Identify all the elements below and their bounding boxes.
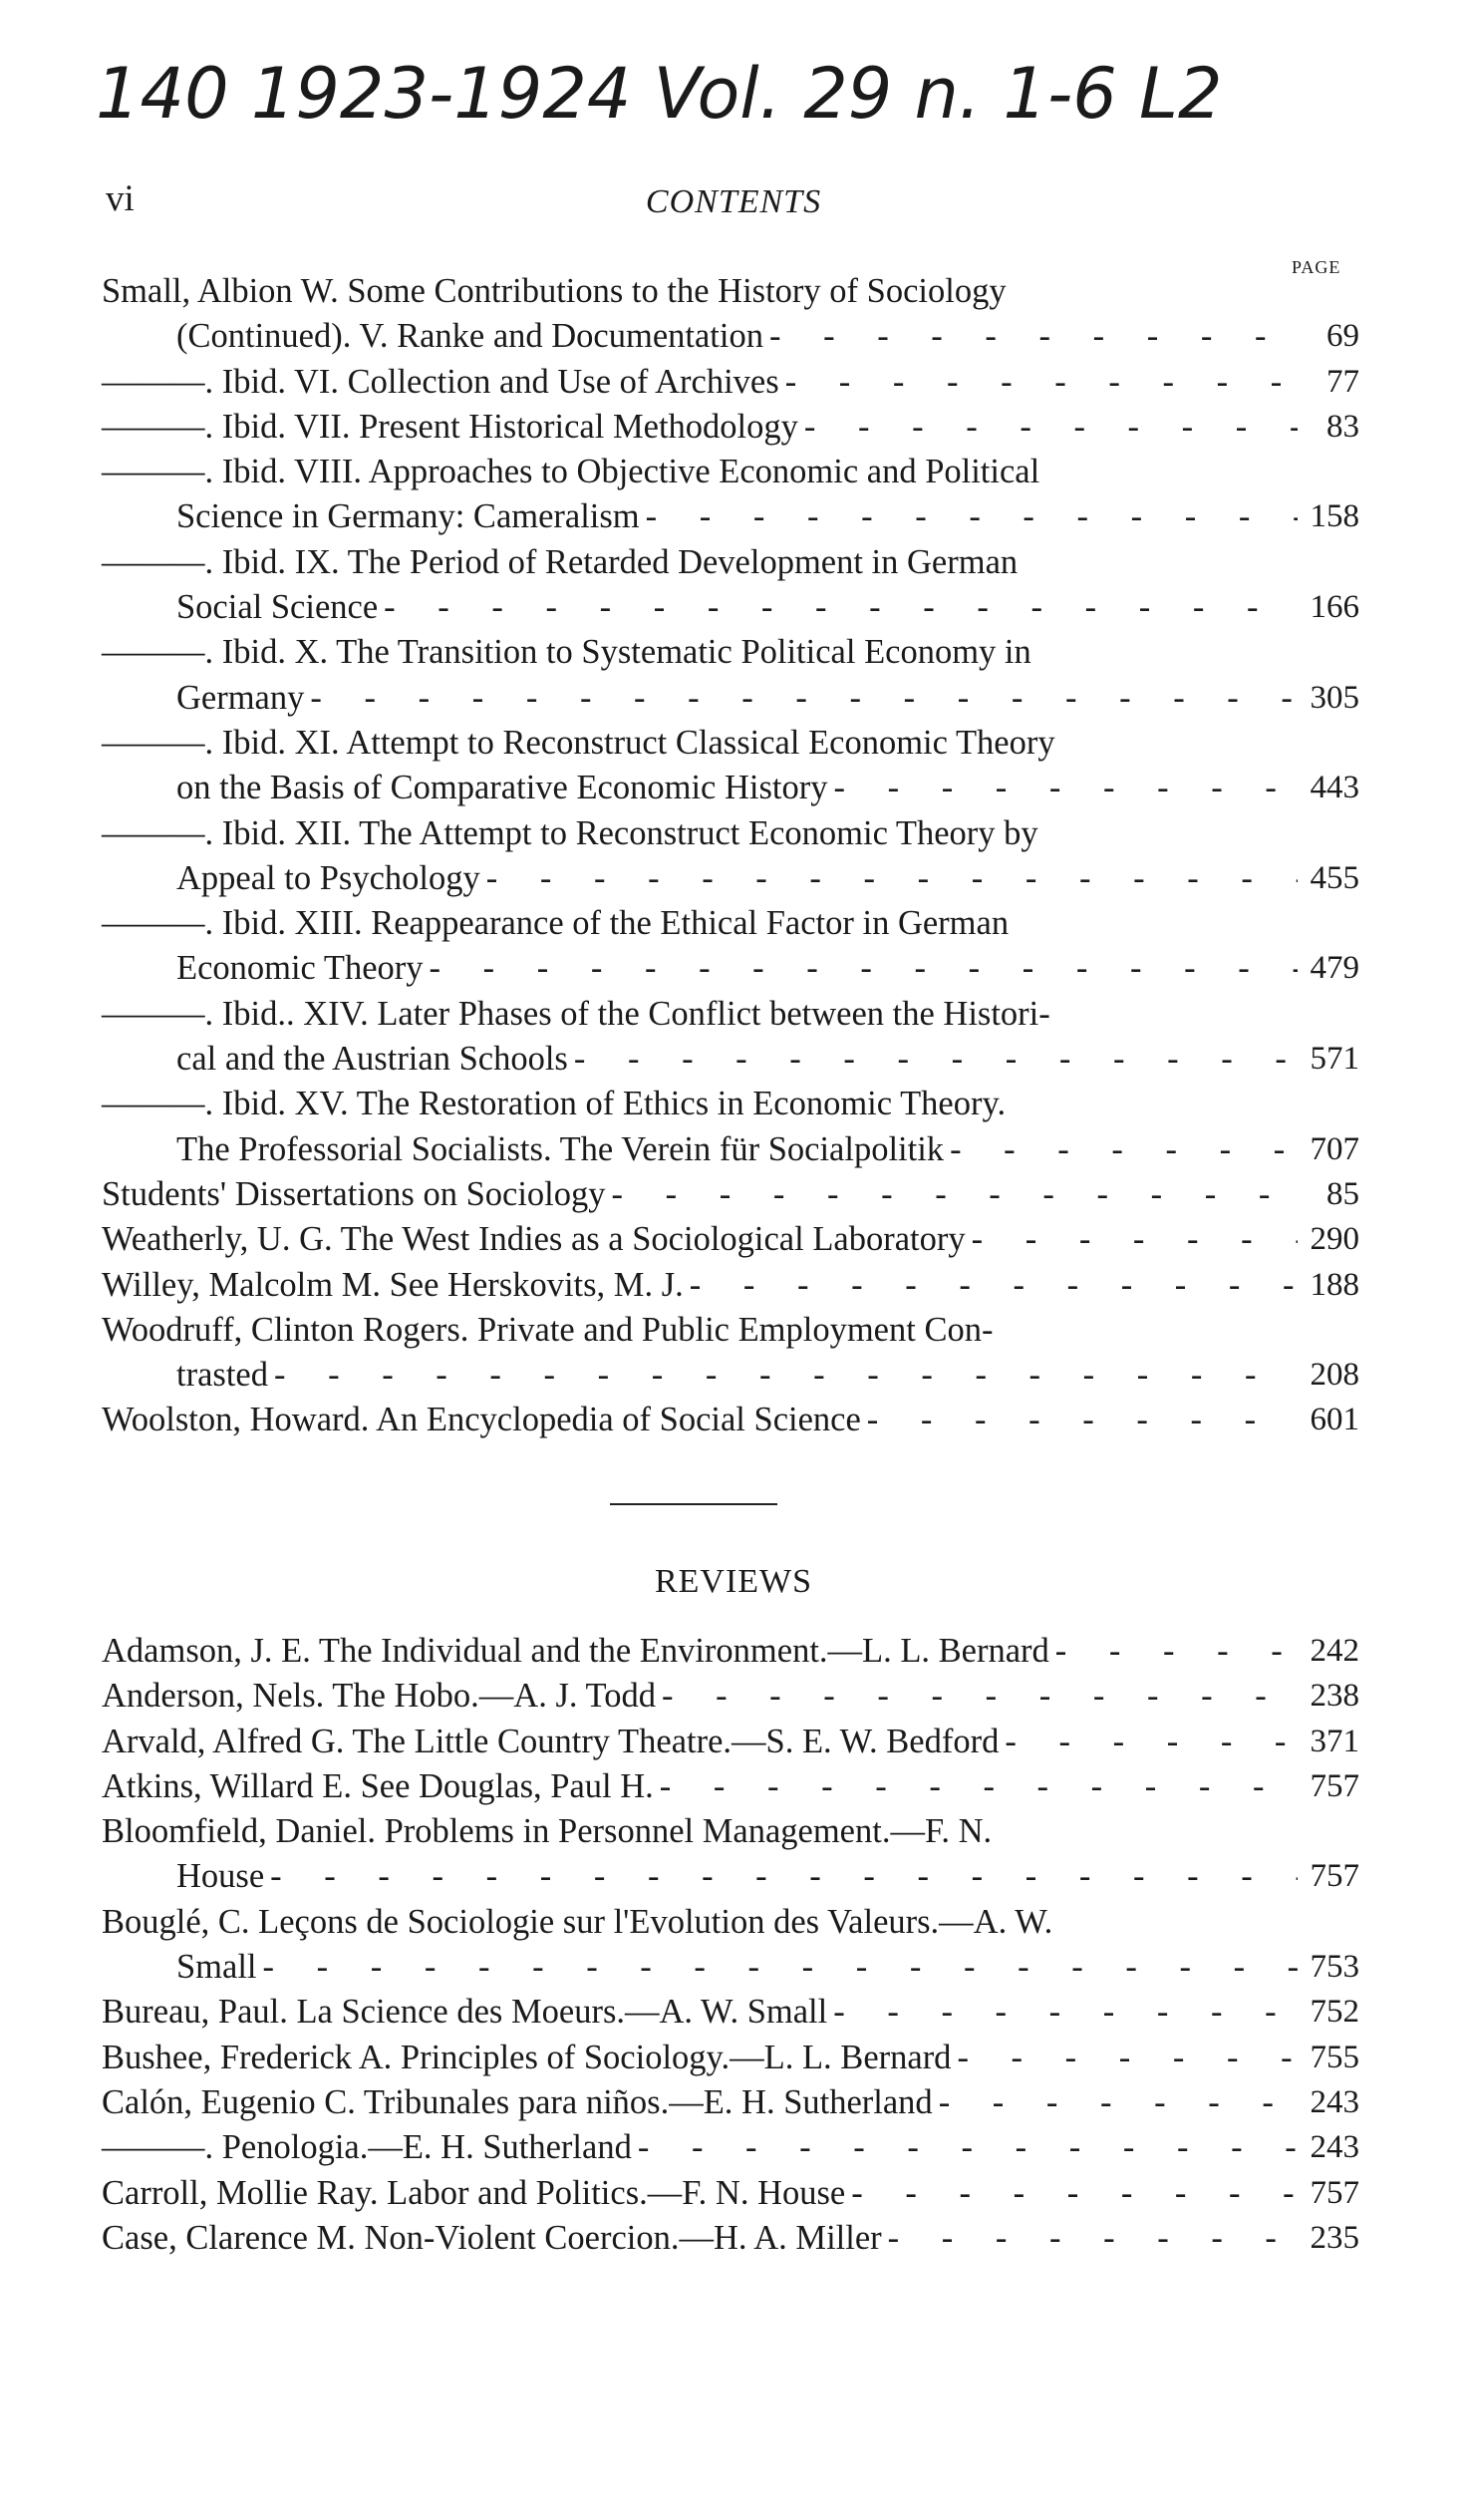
entry-line <box>102 811 1359 856</box>
entry-text: Science in Germany: Cameralism <box>176 497 640 536</box>
entry-line <box>102 856 1359 901</box>
entry-text: Bloomfield, Daniel. Problems in Personnel Management.—F. N. <box>102 1812 993 1851</box>
review-entry <box>102 2216 1359 2261</box>
entry-page-number: 208 <box>1310 1357 1359 1394</box>
entry-page-number: 601 <box>1310 1402 1359 1438</box>
entry-page-number: 188 <box>1310 1266 1359 1303</box>
running-head: CONTENTS <box>645 183 822 220</box>
dot-leader <box>957 2036 1298 2080</box>
contents-entry <box>102 405 1359 450</box>
dot-leader <box>574 1037 1298 1082</box>
entry-line <box>102 1990 1359 2035</box>
entry-text: Weatherly, U. G. The West Indies as a Sociological Laboratory <box>102 1220 966 1259</box>
dot-leader <box>888 2216 1298 2261</box>
review-entry <box>102 2125 1359 2170</box>
contents-entry <box>102 1308 1359 1399</box>
entry-page-number: 443 <box>1310 770 1359 806</box>
entry-line <box>102 405 1359 450</box>
dot-leader <box>804 405 1298 450</box>
entry-line <box>102 450 1359 494</box>
review-entry <box>102 1990 1359 2035</box>
entry-text: on the Basis of Comparative Economic History <box>176 769 828 807</box>
entry-text: cal and the Austrian Schools <box>176 1040 568 1079</box>
dot-leader <box>1055 1629 1298 1674</box>
reviews-list <box>102 1629 1359 2261</box>
entry-line <box>102 1308 1359 1353</box>
review-entry <box>102 1809 1359 1900</box>
review-entry <box>102 1629 1359 1674</box>
contents-entry <box>102 1172 1359 1217</box>
dot-leader <box>486 856 1298 901</box>
entry-line <box>102 766 1359 810</box>
contents-entry <box>102 1082 1359 1172</box>
entry-page-number: 707 <box>1310 1130 1359 1167</box>
contents-entry <box>102 1263 1359 1308</box>
entry-text: Adamson, J. E. The Individual and the Environment.—L. L. Bernard <box>102 1632 1049 1670</box>
entry-page-number: 479 <box>1310 950 1359 987</box>
entry-line <box>102 269 1359 314</box>
entry-text: The Professorial Socialists. The Verein für Socialpolitik <box>176 1129 945 1168</box>
entry-line <box>102 1217 1359 1262</box>
entry-line <box>102 1353 1359 1398</box>
entry-line <box>102 1854 1359 1899</box>
entry-text: ———. Ibid. VI. Collection and Use of Archives <box>102 362 779 401</box>
handwritten-call-number <box>96 40 1431 150</box>
entry-text: trasted <box>176 1356 268 1395</box>
dot-leader <box>638 2125 1298 2170</box>
entry-page-number: 238 <box>1310 1678 1359 1715</box>
entry-text: House <box>176 1857 265 1896</box>
dot-leader <box>833 766 1298 810</box>
dot-leader <box>310 676 1298 721</box>
contents-entry <box>102 901 1359 992</box>
entry-page-number: 235 <box>1310 2219 1359 2256</box>
dot-leader <box>833 1990 1298 2035</box>
entry-page-number: 158 <box>1310 498 1359 535</box>
contents-entry <box>102 721 1359 811</box>
entry-text: ———. Ibid. VII. Present Historical Methodology <box>102 407 798 446</box>
entry-text: Willey, Malcolm M. See Herskovits, M. J. <box>102 1265 684 1304</box>
entry-line <box>102 1720 1359 1764</box>
entry-text: Small <box>176 1948 257 1987</box>
dot-leader <box>263 1945 1298 1990</box>
contents-list <box>102 269 1359 1443</box>
entry-line <box>102 360 1359 405</box>
entry-page-number: 752 <box>1310 1994 1359 2031</box>
dot-leader <box>690 1263 1298 1308</box>
entry-page-number: 571 <box>1310 1041 1359 1078</box>
entry-line <box>102 1127 1359 1172</box>
entry-text: Arvald, Alfred G. The Little Country Theatre.—S. E. W. Bedford <box>102 1722 1000 1760</box>
entry-line <box>102 1082 1359 1126</box>
entry-line <box>102 314 1359 359</box>
entry-line <box>102 2080 1359 2125</box>
entry-text: Bushee, Frederick A. Principles of Sociology.—L. L. Bernard <box>102 2038 952 2076</box>
entry-line <box>102 2216 1359 2261</box>
dot-leader <box>270 1854 1298 1899</box>
dot-leader <box>384 585 1298 630</box>
entry-text: Social Science <box>176 588 379 627</box>
entry-text: ———. Ibid. XII. The Attempt to Reconstruct Economic Theory by <box>102 813 1038 852</box>
page-number: vi <box>106 178 135 219</box>
dot-leader <box>662 1674 1298 1719</box>
entry-page-number: 290 <box>1310 1221 1359 1258</box>
entry-text: Anderson, Nels. The Hobo.—A. J. Todd <box>102 1677 656 1716</box>
entry-page-number: 757 <box>1310 1767 1359 1804</box>
entry-page-number: 242 <box>1310 1633 1359 1669</box>
dot-leader <box>274 1353 1298 1398</box>
dot-leader <box>646 494 1298 539</box>
entry-page-number: 305 <box>1310 679 1359 716</box>
entry-text: ———. Ibid. VIII. Approaches to Objective Economic and Political <box>102 453 1040 491</box>
entry-line <box>102 2125 1359 2170</box>
contents-entry <box>102 450 1359 540</box>
dot-leader <box>769 314 1298 359</box>
section-divider <box>610 1503 777 1505</box>
entry-text: Carroll, Mollie Ray. Labor and Politics.—F. N. House <box>102 2173 846 2212</box>
entry-text: Appeal to Psychology <box>176 858 480 897</box>
entry-page-number: 753 <box>1310 1949 1359 1986</box>
entry-text: Germany <box>176 678 305 717</box>
review-entry <box>102 2171 1359 2216</box>
dot-leader <box>430 946 1299 991</box>
entry-text: ———. Ibid.. XIV. Later Phases of the Conflict between the Histori- <box>102 994 1050 1033</box>
entry-line <box>102 992 1359 1037</box>
review-entry <box>102 1764 1359 1809</box>
entry-line <box>102 1674 1359 1719</box>
dot-leader <box>785 360 1298 405</box>
entry-page-number: 371 <box>1310 1723 1359 1759</box>
entry-page-number: 755 <box>1310 2039 1359 2075</box>
page-column-header: PAGE <box>1292 257 1341 277</box>
entry-text: Bureau, Paul. La Science des Moeurs.—A. W. Small <box>102 1993 828 2032</box>
dot-leader <box>660 1764 1298 1809</box>
contents-entry <box>102 992 1359 1083</box>
review-entry <box>102 2036 1359 2080</box>
entry-line <box>102 1172 1359 1217</box>
entry-text: Atkins, Willard E. See Douglas, Paul H. <box>102 1766 654 1805</box>
entry-text: ———. Penologia.—E. H. Sutherland <box>102 2128 632 2167</box>
entry-page-number: 166 <box>1310 589 1359 626</box>
entry-line <box>102 1629 1359 1674</box>
entry-page-number: 757 <box>1310 1858 1359 1895</box>
review-entry <box>102 1900 1359 1991</box>
contents-entry <box>102 540 1359 631</box>
entry-line <box>102 585 1359 630</box>
contents-entry <box>102 269 1359 360</box>
entry-page-number: 757 <box>1310 2174 1359 2211</box>
entry-text: Woolston, Howard. An Encyclopedia of Social Science <box>102 1401 861 1439</box>
entry-line <box>102 630 1359 675</box>
entry-line <box>102 540 1359 585</box>
entry-line <box>102 901 1359 946</box>
dot-leader <box>851 2171 1298 2216</box>
review-entry <box>102 1674 1359 1719</box>
dot-leader <box>939 2080 1298 2125</box>
entry-page-number: 69 <box>1326 318 1359 355</box>
review-entry <box>102 1720 1359 1764</box>
entry-text: Small, Albion W. Some Contributions to the History of Sociology <box>102 272 1007 310</box>
entry-text: ———. Ibid. X. The Transition to Systematic Political Economy in <box>102 633 1031 672</box>
entry-page-number: 85 <box>1326 1175 1359 1212</box>
entry-text: (Continued). V. Ranke and Documentation <box>176 317 763 356</box>
entry-line <box>102 494 1359 539</box>
handwritten-note-text: 140 1923-1924 Vol. 29 n. 1-6 L2 <box>96 53 1223 135</box>
dot-leader <box>972 1217 1298 1262</box>
contents-entry <box>102 1217 1359 1262</box>
entry-text: Students' Dissertations on Sociology <box>102 1174 606 1213</box>
entry-line <box>102 1945 1359 1990</box>
entry-line <box>102 2036 1359 2080</box>
dot-leader <box>1005 1720 1298 1764</box>
entry-text: Economic Theory <box>176 949 424 988</box>
contents-entry <box>102 1398 1359 1442</box>
entry-page-number: 83 <box>1326 408 1359 445</box>
dot-leader <box>612 1172 1298 1217</box>
entry-text: ———. Ibid. XIII. Reappearance of the Ethical Factor in German <box>102 904 1010 943</box>
entry-line <box>102 1900 1359 1945</box>
entry-line <box>102 1263 1359 1308</box>
entry-line <box>102 1037 1359 1082</box>
entry-text: ———. Ibid. XI. Attempt to Reconstruct Classical Economic Theory <box>102 723 1055 762</box>
contents-entry <box>102 811 1359 902</box>
entry-page-number: 77 <box>1326 363 1359 400</box>
entry-text: Calón, Eugenio C. Tribunales para niños.—E. H. Sutherland <box>102 2082 933 2121</box>
reviews-heading: REVIEWS <box>654 1563 813 1600</box>
entry-line <box>102 1398 1359 1442</box>
entry-text: ———. Ibid. XV. The Restoration of Ethics in Economic Theory. <box>102 1085 1007 1123</box>
entry-line <box>102 721 1359 766</box>
dot-leader <box>950 1127 1298 1172</box>
contents-entry <box>102 630 1359 721</box>
entry-text: ———. Ibid. IX. The Period of Retarded Development in German <box>102 542 1019 581</box>
entry-line <box>102 1764 1359 1809</box>
entry-line <box>102 1809 1359 1854</box>
contents-entry <box>102 360 1359 405</box>
entry-page-number: 243 <box>1310 2083 1359 2120</box>
entry-line <box>102 946 1359 991</box>
review-entry <box>102 2080 1359 2125</box>
entry-text: Bouglé, C. Leçons de Sociologie sur l'Evolution des Valeurs.—A. W. <box>102 1902 1053 1941</box>
dot-leader <box>867 1398 1298 1442</box>
entry-text: Case, Clarence M. Non-Violent Coercion.—H. A. Miller <box>102 2218 882 2257</box>
entry-line <box>102 2171 1359 2216</box>
entry-line <box>102 676 1359 721</box>
entry-text: Woodruff, Clinton Rogers. Private and Public Employment Con- <box>102 1310 994 1349</box>
entry-page-number: 243 <box>1310 2129 1359 2166</box>
entry-page-number: 455 <box>1310 859 1359 896</box>
